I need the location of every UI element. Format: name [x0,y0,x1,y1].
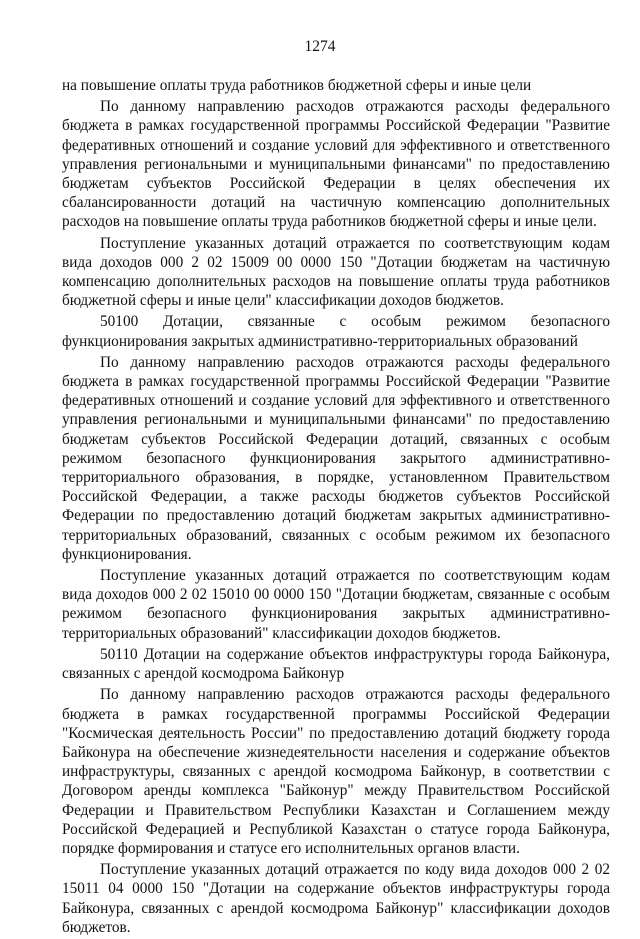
paragraph: Поступление указанных дотаций отражается по соответствующим кодам вида доходов 000 2 02 15009 00 0000 150 "Дотации бюджетам на частичную компенсацию дополнительных расходов на повышение оплаты труда работников бюджетной сферы и иные цели" классификации доходов бюджетов. [62,234,610,310]
section-heading-50110: 50110 Дотации на содержание объектов инфраструктуры города Байконура, связанных с арендой космодрома Байконур [62,645,610,683]
paragraph: По данному направлению расходов отражаются расходы федерального бюджета в рамках государственной программы Российской Федерации "Развитие федеративных отношений и создание условий для эффективного и ответственного управления региональными и муниципальными финансами" по предоставлению бюджетам субъектов Российской Федерации дотаций, связанных с особым режимом безопасного функционирования закрытого административно-территориального образования, в порядке, установленном Правительством Российской Федерации, а также расходы бюджетов субъектов Российской Федерации по предоставлению дотаций бюджетам закрытых административно-территориальных образований, связанных с особым режимом их безопасного функционирования. [62,353,610,563]
paragraph: Поступление указанных дотаций отражается по коду вида доходов 000 2 02 15011 04 0000 150 "Дотации на содержание объектов инфраструктуры города Байконура, связанных с арендой космодрома Байконур" классификации доходов бюджетов. [62,861,610,936]
paragraph: Поступление указанных дотаций отражается по соответствующим кодам вида доходов 000 2 02 15010 00 0000 150 "Дотации бюджетам, связанные с особым режимом безопасного функционирования закрытых административно-территориальных образований" классификации доходов бюджетов. [62,567,610,642]
paragraph: По данному направлению расходов отражаются расходы федерального бюджета в рамках государственной программы Российской Федерации "Космическая деятельность России" по предоставлению дотаций бюджету города Байконура на обеспечение жизнедеятельности населения и содержание объектов инфраструктуры, связанных с арендой космодрома Байконур, в соответствии с Договором аренды комплекса "Байконур" между Правительством Российской Федерации и Правительством Республики Казахстан и Соглашением между Российской Федерацией и Республикой Казахстан о статусе города Байконура, порядке формирования и статусе его исполнительных органов власти. [62,686,610,857]
section-heading-50100: 50100 Дотации, связанные с особым режимом безопасного функционирования закрытых административно-территориальных образований [62,313,610,350]
paragraph-continuation: на повышение оплаты труда работников бюджетной сферы и иные цели [62,77,532,94]
document-body [62,76,610,939]
paragraph: По данному направлению расходов отражаются расходы федерального бюджета в рамках государственной программы Российской Федерации "Развитие федеративных отношений и создание условий для эффективного и ответственного управления региональными и муниципальными финансами" по предоставлению бюджетам субъектов Российской Федерации в целях обеспечения их сбалансированности дотаций на частичную компенсацию дополнительных расходов на повышение оплаты труда работников бюджетной сферы и иные цели. [62,98,610,231]
page-number: 1274 [304,38,336,55]
